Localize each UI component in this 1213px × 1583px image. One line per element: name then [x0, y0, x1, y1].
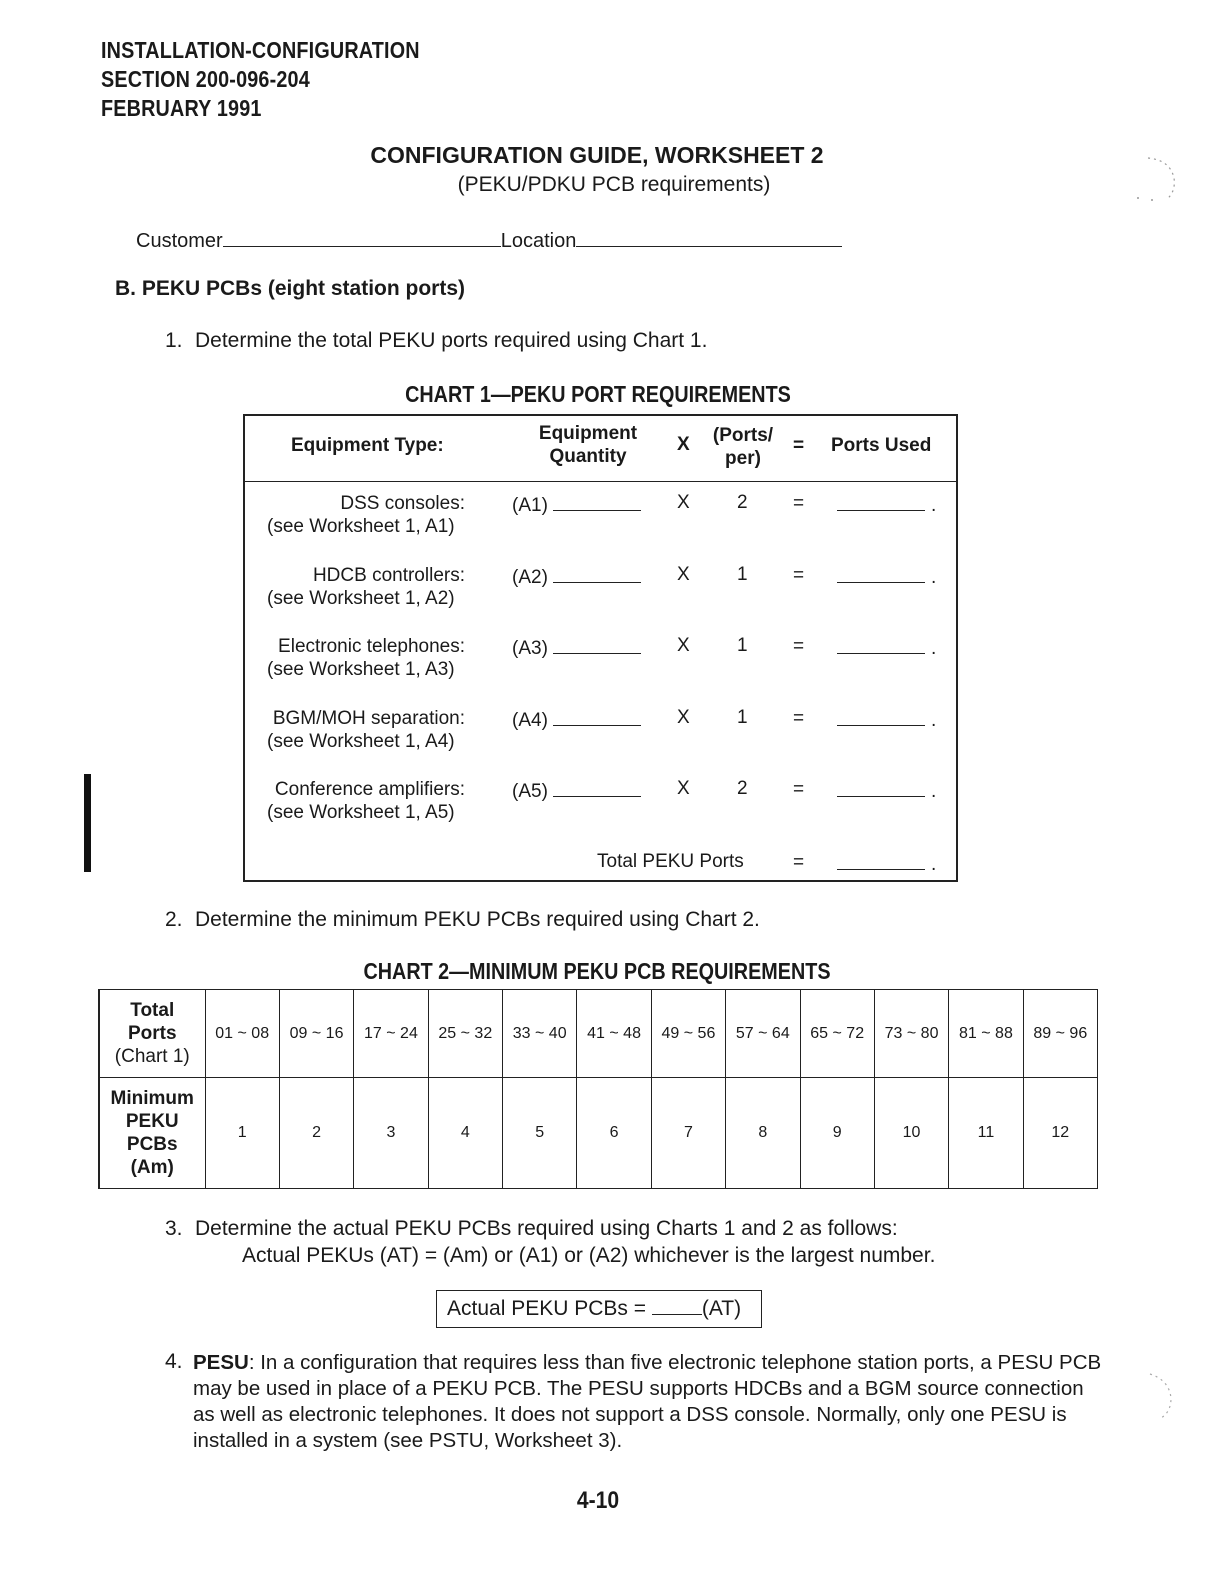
chart1-row-quantity-field[interactable] — [553, 635, 641, 654]
chart1-row-eq: = — [793, 493, 805, 514]
chart1-row-dot: . — [931, 781, 937, 802]
chart1-header-ports-used: Ports Used — [831, 435, 932, 456]
chart2-pcb-cell: 1 — [205, 1078, 279, 1189]
chart1-row-quantity-field[interactable] — [553, 707, 641, 726]
chart2-table — [98, 989, 1098, 1189]
chart1-header-per-line2: per) — [725, 448, 761, 469]
header-line-3: FEBRUARY 1991 — [101, 95, 262, 121]
chart1-total-eq: = — [793, 852, 805, 873]
step-3-text: Determine the actual PEKU PCBs required using Charts 1 and 2 as follows: — [195, 1217, 898, 1240]
chart2-range-cell: 41 ~ 48 — [577, 990, 651, 1078]
step-1-number: 1. — [165, 329, 183, 352]
chart1-row-x: X — [677, 492, 690, 513]
chart1-row-dot: . — [931, 710, 937, 731]
chart1-row-code: (A3) — [512, 638, 548, 659]
chart1-row-code: (A2) — [512, 567, 548, 588]
chart2-pcb-cell: 7 — [651, 1078, 725, 1189]
chart1-row-ref: (see Worksheet 1, A5) — [267, 802, 455, 823]
chart1-row-code: (A1) — [512, 495, 548, 516]
location-label: Location — [500, 230, 577, 252]
step-3-formula: Actual PEKUs (AT) = (Am) or (A1) or (A2) whichever is the largest number. — [242, 1244, 936, 1267]
chart1-row-ports-used-field[interactable] — [837, 778, 936, 803]
actual-peku-suffix: (AT) — [701, 1297, 742, 1320]
chart2-range-cell: 57 ~ 64 — [726, 990, 800, 1078]
chart2-row2-header — [99, 1078, 205, 1189]
chart2-pcb-cell: 12 — [1023, 1078, 1097, 1189]
customer-label: Customer — [136, 230, 223, 252]
chart1-header-ports-per — [707, 424, 779, 470]
chart2-range-cell: 25 ~ 32 — [428, 990, 502, 1078]
chart1-row-label: DSS consoles: — [340, 493, 465, 514]
chart1-row-ports-used-field[interactable] — [837, 564, 936, 589]
chart2-pcb-cell: 8 — [726, 1078, 800, 1189]
chart1-row-eq: = — [793, 708, 805, 729]
chart1-row-ref: (see Worksheet 1, A2) — [267, 588, 455, 609]
chart1-row-ref: (see Worksheet 1, A4) — [267, 731, 455, 752]
chart1-row-eq: = — [793, 636, 805, 657]
revision-bar — [84, 774, 91, 872]
chart1-row-x: X — [677, 564, 690, 585]
actual-peku-label: Actual PEKU PCBs = — [447, 1297, 646, 1320]
chart2-title: CHART 2—MINIMUM PEKU PCB REQUIREMENTS — [363, 958, 831, 984]
chart2-range-cell: 65 ~ 72 — [800, 990, 874, 1078]
chart1-row-quantity-field[interactable] — [553, 564, 641, 583]
chart1-row-quantity — [512, 778, 641, 803]
chart1-row-label: Electronic telephones: — [278, 636, 465, 657]
step-2-text: Determine the minimum PEKU PCBs required using Chart 2. — [195, 908, 760, 931]
step-4-text: : In a configuration that requires less than five electronic telephone station ports, a PESU PCB may be used in place of a PEKU PCB. The PESU supports HDCBs and a BGM source connection as well as electronic telephones. It does not support a DSS console. Normally, only one PESU is installed in a system (see PSTU, Worksheet 3). — [193, 1351, 1102, 1452]
chart2-pcb-cell: 6 — [577, 1078, 651, 1189]
chart2-row1-header-line2: Ports — [127, 1023, 177, 1045]
chart2-row2-header-line3: PCBs — [126, 1134, 178, 1156]
chart2-range-cell: 73 ~ 80 — [874, 990, 948, 1078]
chart1-row-quantity — [512, 635, 641, 660]
chart1-row-x: X — [677, 778, 690, 799]
header-line-2: SECTION 200-096-204 — [101, 66, 310, 92]
step-4-paragraph — [193, 1350, 1103, 1454]
chart1-total-dot: . — [931, 854, 937, 875]
chart1-header-divider — [245, 481, 956, 482]
step-4-bold: PESU — [193, 1351, 249, 1374]
chart2-row2-header-line1: Minimum — [110, 1088, 194, 1110]
chart1-row-quantity-field[interactable] — [553, 778, 641, 797]
chart2-range-cell: 81 ~ 88 — [949, 990, 1023, 1078]
chart2-pcb-cell: 9 — [800, 1078, 874, 1189]
chart1-header-equipment-type: Equipment Type: — [291, 435, 444, 456]
chart2-row2-header-line2: PEKU — [125, 1111, 179, 1133]
chart1-row-dot: . — [931, 638, 937, 659]
chart1-row-code: (A5) — [512, 781, 548, 802]
chart2-pcb-cell: 5 — [503, 1078, 577, 1189]
chart1-row-eq: = — [793, 565, 805, 586]
scan-smudge-icon — [1125, 1368, 1185, 1428]
customer-field[interactable] — [223, 226, 501, 247]
chart1-row-per: 1 — [737, 707, 748, 728]
step-4-number: 4. — [165, 1350, 183, 1373]
chart1-total-label: Total PEKU Ports — [597, 851, 744, 872]
chart2-range-cell: 01 ~ 08 — [205, 990, 279, 1078]
chart1-row-per: 2 — [737, 778, 748, 799]
chart1-header-per-line1: (Ports/ — [712, 425, 774, 446]
chart2-pcb-cell: 4 — [428, 1078, 502, 1189]
chart1-row-quantity — [512, 564, 641, 589]
chart2-pcb-cell: 3 — [354, 1078, 428, 1189]
location-field[interactable] — [576, 226, 842, 247]
chart2-pcb-cell: 10 — [874, 1078, 948, 1189]
chart1-header-quantity-line2: Quantity — [549, 446, 627, 467]
header-line-1: INSTALLATION-CONFIGURATION — [101, 37, 420, 63]
chart2-row1-header-line3: (Chart 1) — [114, 1046, 190, 1068]
chart1-row-quantity — [512, 707, 641, 732]
chart1-header-quantity — [517, 422, 659, 468]
chart1-row-x: X — [677, 707, 690, 728]
chart1-table — [243, 414, 958, 882]
chart1-row-ports-used-field[interactable] — [837, 492, 936, 517]
actual-peku-box — [436, 1290, 762, 1328]
chart1-row-label: BGM/MOH separation: — [272, 708, 465, 729]
chart1-row-ref: (see Worksheet 1, A3) — [267, 659, 455, 680]
customer-location-line — [136, 226, 842, 253]
page-number: 4-10 — [576, 1487, 620, 1514]
chart1-header-eq: = — [793, 435, 805, 456]
chart2-row2-header-line4: (Am) — [130, 1157, 174, 1179]
chart2-range-cell: 33 ~ 40 — [503, 990, 577, 1078]
chart1-row-label: Conference amplifiers: — [274, 779, 465, 800]
chart1-row-ports-used-field[interactable] — [837, 707, 936, 732]
chart1-row-quantity — [512, 492, 641, 517]
chart1-title: CHART 1—PEKU PORT REQUIREMENTS — [405, 381, 791, 407]
step-1 — [165, 329, 707, 353]
chart2-row1-header-line1: Total — [130, 1000, 175, 1022]
chart2-row1-header — [99, 990, 205, 1078]
chart1-row-dot: . — [931, 567, 937, 588]
chart1-row-per: 2 — [737, 492, 748, 513]
step-3-number: 3. — [165, 1217, 183, 1240]
chart2-row-total-ports — [99, 990, 1098, 1078]
step-1-text: Determine the total PEKU ports required using Chart 1. — [195, 329, 708, 352]
chart1-row-x: X — [677, 635, 690, 656]
chart1-row-ports-used-field[interactable] — [837, 635, 936, 660]
chart2-range-cell: 49 ~ 56 — [651, 990, 725, 1078]
chart1-row-per: 1 — [737, 635, 748, 656]
chart2-range-cell: 89 ~ 96 — [1023, 990, 1097, 1078]
chart2-pcb-cell: 11 — [949, 1078, 1023, 1189]
page-subtitle: (PEKU/PDKU PCB requirements) — [457, 173, 771, 196]
chart1-row-code: (A4) — [512, 710, 548, 731]
chart1-row-eq: = — [793, 779, 805, 800]
chart2-range-cell: 09 ~ 16 — [279, 990, 353, 1078]
page-title: CONFIGURATION GUIDE, WORKSHEET 2 — [370, 142, 824, 168]
chart1-header-x: X — [677, 434, 690, 455]
document-header — [101, 36, 420, 123]
step-3 — [165, 1217, 898, 1241]
chart1-row-dot: . — [931, 495, 937, 516]
chart2-row-minimum-pcbs — [99, 1078, 1098, 1189]
chart2-pcb-cell: 2 — [279, 1078, 353, 1189]
chart1-total-field[interactable] — [837, 851, 936, 876]
actual-peku-field[interactable] — [652, 1294, 702, 1315]
chart1-row-label: HDCB controllers: — [312, 565, 465, 586]
step-2 — [165, 908, 760, 932]
step-2-number: 2. — [165, 908, 183, 931]
chart1-row-ref: (see Worksheet 1, A1) — [267, 516, 455, 537]
scan-smudge-icon — [1118, 150, 1188, 210]
chart1-header-quantity-line1: Equipment — [538, 423, 638, 444]
chart1-row-quantity-field[interactable] — [553, 492, 641, 511]
chart1-row-per: 1 — [737, 564, 748, 585]
section-b-heading: B. PEKU PCBs (eight station ports) — [115, 277, 466, 300]
chart2-range-cell: 17 ~ 24 — [354, 990, 428, 1078]
